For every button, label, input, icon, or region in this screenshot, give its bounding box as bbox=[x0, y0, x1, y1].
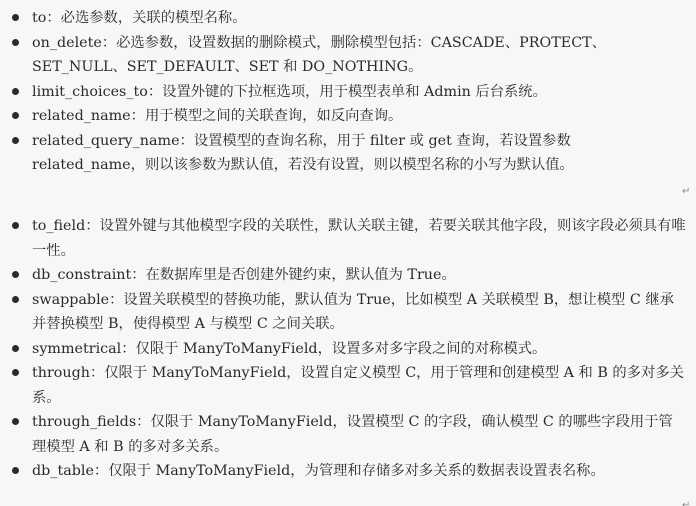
bullet-icon bbox=[12, 14, 19, 21]
list-item-db-constraint bbox=[0, 263, 696, 288]
list-item-text: through：仅限于 ManyToManyField，设置自定义模型 C，用于管理和创建模型 A 和 B 的多对多关系。 bbox=[32, 365, 684, 406]
param-list-2 bbox=[0, 214, 696, 484]
list-item-to-field bbox=[0, 214, 696, 263]
list-item-related-query-name bbox=[0, 129, 696, 178]
list-item-text: to：必选参数，关联的模型名称。 bbox=[32, 10, 247, 26]
bullet-icon bbox=[12, 222, 19, 229]
list-item-through-fields bbox=[0, 410, 696, 459]
list-item-symmetrical bbox=[0, 337, 696, 362]
bullet-icon bbox=[12, 296, 19, 303]
bullet-icon bbox=[12, 467, 19, 474]
list-item-on-delete bbox=[0, 31, 696, 80]
paragraph-return-icon: ↵ bbox=[682, 500, 691, 506]
list-item-text: on_delete：必选参数，设置数据的删除模式，删除模型包括：CASCADE、PROTECT、SET_NULL、SET_DEFAULT、SET 和 DO_NOTHING。 bbox=[32, 34, 607, 75]
bullet-icon bbox=[12, 39, 19, 46]
list-item-text: swappable：设置关联模型的替换功能，默认值为 True，比如模型 A 关联模型 B，想让模型 C 继承并替换模型 B，使得模型 A 与模型 C 之间关联。 bbox=[32, 291, 674, 332]
bullet-icon bbox=[12, 345, 19, 352]
bullet-icon bbox=[12, 112, 19, 119]
list-item-db-table bbox=[0, 459, 696, 484]
list-item-related-name bbox=[0, 104, 696, 129]
list-item-text: through_fields：仅限于 ManyToManyField，设置模型 C 的字段，确认模型 C 的哪些字段用于管理模型 A 和 B 的多对多关系。 bbox=[32, 414, 673, 455]
bullet-icon bbox=[12, 88, 19, 95]
list-item-text: related_name：用于模型之间的关联查询，如反向查询。 bbox=[32, 108, 403, 124]
list-item-to bbox=[0, 6, 696, 31]
list-item-text: db_constraint：在数据库里是否创建外键约束，默认值为 True。 bbox=[32, 267, 456, 283]
list-item-through bbox=[0, 361, 696, 410]
list-item-text: to_field：设置外键与其他模型字段的关联性，默认关联主键，若要关联其他字段，则该字段必须具有唯一性。 bbox=[32, 218, 686, 259]
bullet-icon bbox=[12, 418, 19, 425]
bullet-icon bbox=[12, 369, 19, 376]
list-item-limit-choices-to bbox=[0, 80, 696, 105]
list-item-text: related_query_name：设置模型的查询名称，用于 filter 或 get 查询，若设置参数 related_name，则以该参数为默认值，若没有设置，则以模型名称的小写为默认值。 bbox=[32, 132, 574, 173]
param-list-1 bbox=[0, 6, 696, 178]
bullet-icon bbox=[12, 271, 19, 278]
list-item-swappable bbox=[0, 288, 696, 337]
list-item-text: db_table：仅限于 ManyToManyField，为管理和存储多对多关系的数据表设置表名称。 bbox=[32, 463, 605, 479]
list-item-text: limit_choices_to：设置外键的下拉框选项，用于模型表单和 Admin 后台系统。 bbox=[32, 83, 547, 100]
bullet-icon bbox=[12, 137, 19, 144]
paragraph-return-icon: ↵ bbox=[682, 186, 691, 197]
list-item-text: symmetrical：仅限于 ManyToManyField，设置多对多字段之间的对称模式。 bbox=[32, 340, 547, 357]
